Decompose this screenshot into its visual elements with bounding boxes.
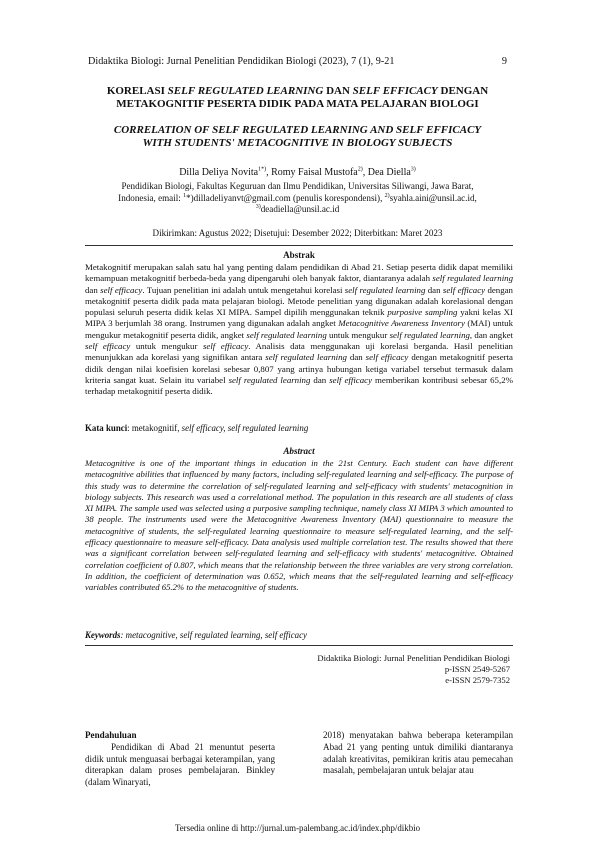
kata-kunci	[85, 423, 513, 433]
journal-info	[317, 653, 510, 687]
section-heading: Pendahuluan	[85, 730, 137, 740]
email3-sup: 3)	[255, 204, 261, 211]
kata-kunci-italic: self efficacy, self regulated learning	[181, 423, 309, 433]
author-3-sup: 3)	[410, 166, 416, 173]
email-link-1[interactable]: *)dilladeliyanvt@gmail.com	[186, 192, 291, 203]
title-indonesian	[80, 85, 515, 111]
keywords	[85, 630, 513, 640]
title-en-line1: CORRELATION OF SELF REGULATED LEARNING AND SELF EFFICACY	[113, 124, 482, 136]
body-left-column	[85, 730, 275, 789]
author-1: Dilla Deliya Novita	[179, 167, 259, 178]
keywords-label: Keywords	[85, 630, 121, 640]
page-number: 9	[501, 56, 507, 67]
title-id-part2: SELF REGULATED LEARNING	[167, 85, 324, 97]
divider-top	[85, 245, 513, 246]
author-1-sup: 1*)	[258, 166, 267, 173]
title-english	[80, 124, 515, 150]
p-issn: p-ISSN 2549-5267	[444, 664, 510, 675]
author-2: , Romy Faisal Mustofa	[266, 167, 358, 178]
kata-kunci-label: Kata kunci	[85, 423, 128, 433]
email-link-3[interactable]: deadiella@unsil.ac.id	[260, 204, 340, 215]
author-2-sup: 2)	[357, 166, 363, 173]
body-left-text: Pendidikan di Abad 21 menuntut peserta didik untuk menguasai berbagai keterampilan, yang diterapkan dalam proses pembelajaran. Binkley (dalam Winaryati,	[85, 741, 275, 788]
title-id-part3: DAN	[323, 85, 353, 97]
body-right-text: 2018) menyatakan bahwa beberapa keterampilan Abad 21 yang penting untuk dimiliki diantaranya adalah kreativitas, pemikiran kritis atau pemecahan masalah, pembelajaran untuk belajar atau	[323, 730, 513, 776]
affiliation-line3	[80, 204, 515, 216]
title-id-part1: KORELASI	[106, 85, 168, 97]
affiliation-line2	[80, 193, 515, 205]
divider-bottom	[85, 645, 513, 646]
keywords-text: : metacognitive, self regulated learning, self efficacy	[120, 630, 307, 640]
title-en-line2: WITH STUDENTS' METACOGNITIVE IN BIOLOGY SUBJECTS	[142, 137, 453, 149]
abstract-text: Metacognitive is one of the important things in education in the 21st Century. Each student can have different metacognitive abilities that influenced by many factors, including self-regulated learning and self-efficacy. The purpose of this study was to determine the correlation of self-regulated learning and self-efficacy with students' metacognition in biology subjects. This research was used a correlational method. The population in this research are all students of class XI MIPA. The sample used was selected using a purposive sampling technique, namely class XI MIPA 3 which amounted to 38 people. The instruments used were the Metacognitive Awareness Inventory (MAI) questionnaire to measure the metacognitive of students, the self-regulated learning questionnaire to measure self-regulated learning, and the self-efficacy questionnaire to measure self-efficacy. Data analysis used multiple correlation test. The results showed that there was a significant correlation between self-regulated learning and self-efficacy with students' metacognitive. Obtained correlation coefficient of 0.807, which means that the relationship between the three variables are very strong correlation. In addition, the coefficient of determination was 0.652, which means that the self-regulated learning and self-efficacy variables contributed 65.2% to the metacognitive of students.	[85, 458, 513, 593]
abstract-heading: Abstract	[283, 446, 315, 456]
email2-sup: 2)	[384, 192, 390, 199]
email1-sup: 1	[183, 192, 187, 199]
kata-kunci-text: : metakognitif,	[127, 423, 182, 433]
affiliation	[80, 181, 515, 216]
header-journal: Didaktika Biologi: Jurnal Penelitian Pendidikan Biologi (2023), 7 (1), 9-21	[88, 56, 395, 67]
running-header	[88, 56, 507, 67]
abstract-body	[85, 458, 513, 594]
title-id-part5: DENGAN	[437, 85, 489, 97]
e-issn: e-ISSN 2579-7352	[445, 675, 510, 686]
title-id-line2: METAKOGNITIF PESERTA DIDIK PADA MATA PELAJARAN BIOLOGI	[116, 98, 479, 110]
affiliation-comma: ,	[474, 192, 477, 203]
affiliation-email-label: Indonesia, email:	[118, 192, 184, 203]
email-link-2[interactable]: syahla.aini@unsil.ac.id	[389, 192, 475, 203]
abstrak-body: Metakognitif merupakan salah satu hal yang penting dalam pendidikan di Abad 21. Setiap peserta didik dapat memiliki kemampuan metakognitif berbeda-beda yang dipengaruhi oleh banyak faktor, diantaranya adalah self regulated learning dan self efficacy. Tujuan penelitian ini adalah untuk mengetahui korelasi self regulated learning dan self efficacy dengan metakognitif peserta didik pada mata pelajaran biologi. Metode penelitian yang digunakan adalah korelasional dengan populasi seluruh peserta didik kelas XI MIPA. Sampel dipilih menggunakan teknik purposive sampling yakni kelas XI MIPA 3 berjumlah 38 orang. Instrumen yang digunakan adalah angket Metacognitive Awareness Inventory (MAI) untuk mengukur metakognitif peserta didik, angket self regulated learning untuk mengukur self regulated learning, dan angket self efficacy untuk mengukur self efficacy. Analisis data menggunakan uji korelasi berganda. Hasil penelitian menunjukkan ada korelasi yang signifikan antara self regulated learning dan self efficacy dengan metakognitif peserta didik dengan nilai koefisien korelasi sebesar 0,807 yang artinya hubungan ketiga variabel tersebut termasuk dalam kriteria sangat kuat. Selain itu variabel self regulated learning dan self efficacy memberikan kontribusi sebesar 65,2% terhadap metakognitif peserta didik.	[85, 262, 514, 397]
journal-name: Didaktika Biologi: Jurnal Penelitian Pendidikan Biologi	[317, 653, 510, 663]
affiliation-corresponding: (penulis korespondensi),	[290, 192, 385, 203]
affiliation-line1: Pendidikan Biologi, Fakultas Keguruan dan Ilmu Pendidikan, Universitas Siliwangi, Jawa Barat,	[121, 181, 474, 191]
author-list	[80, 167, 515, 178]
submission-dates: Dikirimkan: Agustus 2022; Disetujui: Desember 2022; Diterbitkan: Maret 2023	[152, 228, 443, 238]
title-id-part4: SELF EFFICACY	[352, 85, 438, 97]
abstrak-heading: Abstrak	[283, 250, 315, 260]
footer-availability: Tersedia online di http://jurnal.um-palembang.ac.id/index.php/dikbio	[174, 823, 421, 833]
body-right-column	[323, 730, 513, 777]
author-3: , Dea Diella	[362, 167, 411, 178]
